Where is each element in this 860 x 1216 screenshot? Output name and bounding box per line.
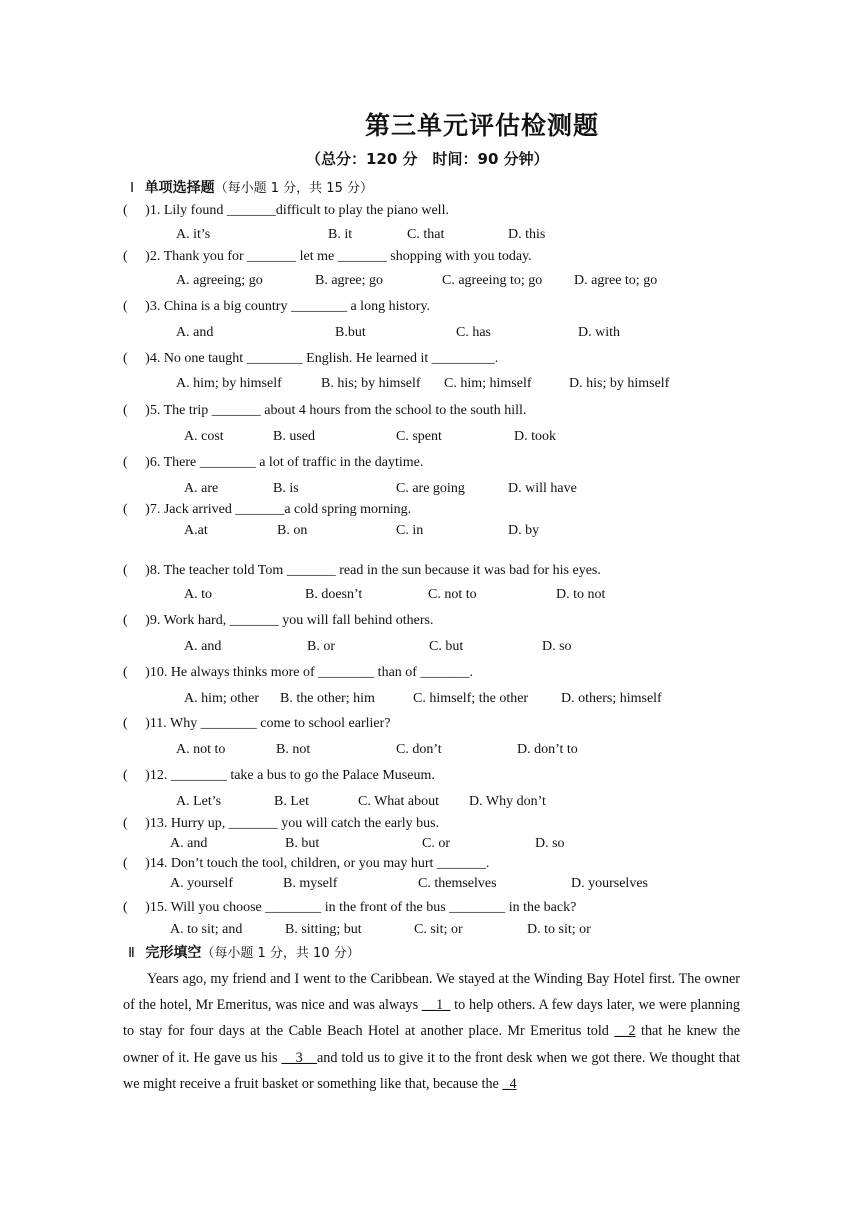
passage-text: that he knew the owner of it. He gave us his (123, 1023, 741, 1066)
question-option: B. is (273, 481, 299, 496)
question-option: D. this (508, 227, 546, 242)
question-option: B. Let (274, 794, 309, 809)
question-option: C. sit; or (414, 922, 463, 937)
question-stem: ( )1. Lily found _______difficult to play the piano well. (123, 203, 449, 218)
question-option: A. and (170, 836, 208, 851)
question-option: C. in (396, 523, 424, 538)
section-number: Ⅱ (128, 946, 135, 961)
section-note: （每小题 1 分，共 10 分） (201, 946, 360, 961)
question-option: A. are (184, 481, 219, 496)
question-option: B.but (335, 325, 366, 340)
blank-1: __1_ (421, 997, 451, 1014)
question-option: D. others; himself (561, 691, 662, 706)
question-option: D. agree to; go (574, 273, 658, 288)
question-option: D. yourselves (571, 876, 648, 891)
question-option: C. agreeing to; go (442, 273, 543, 288)
section-heading-2 (128, 946, 360, 961)
section-name: 单项选择题 (144, 180, 215, 196)
section-number: Ⅰ (130, 181, 135, 196)
question-option: A. and (176, 325, 214, 340)
question-option: A. and (184, 639, 222, 654)
section-name: 完形填空 (145, 945, 202, 961)
question-option: A. not to (176, 742, 226, 757)
question-option: C. or (422, 836, 450, 851)
blank-4: _4 (502, 1075, 517, 1092)
question-option: B. agree; go (315, 273, 384, 288)
question-option: B. the other; him (280, 691, 375, 706)
question-option: C. spent (396, 429, 442, 444)
question-option: D. so (535, 836, 565, 851)
question-option: A. to (184, 587, 212, 602)
question-option: B. used (273, 429, 315, 444)
question-stem: ( )11. Why ________ come to school earlier? (123, 716, 391, 731)
question-option: B. his; by himself (321, 376, 421, 391)
question-option: D. to not (556, 587, 606, 602)
question-option: C. him; himself (444, 376, 532, 391)
page-subtitle: （总分：120 分 时间：90 分钟） (306, 150, 549, 168)
question-option: A. yourself (170, 876, 233, 891)
question-stem: ( )3. China is a big country ________ a long history. (123, 299, 431, 314)
question-stem: ( )5. The trip _______ about 4 hours from the school to the south hill. (123, 403, 527, 418)
question-option: A. agreeing; go (176, 273, 263, 288)
question-option: A. him; by himself (176, 376, 282, 391)
question-option: C. has (456, 325, 491, 340)
question-option: B. but (285, 836, 320, 851)
question-option: C. not to (428, 587, 477, 602)
question-stem: ( )2. Thank you for _______ let me _______ shopping with you today. (123, 249, 532, 264)
question-option: B. myself (283, 876, 338, 891)
question-option: C. himself; the other (413, 691, 529, 706)
question-option: A. cost (184, 429, 224, 444)
question-stem: ( )10. He always thinks more of ________ than of _______. (123, 665, 473, 680)
question-option: C. but (429, 639, 464, 654)
passage-text: to help others. A few days later, we were planning to stay for four days at the Cable Beach Hotel at another place. Mr Emeritus told (123, 997, 740, 1040)
question-option: A. him; other (184, 691, 260, 706)
page-title: 第三单元评估检测题 (365, 111, 600, 140)
question-stem: ( )6. There ________ a lot of traffic in the daytime. (123, 455, 424, 470)
question-option: A. Let’s (176, 794, 222, 809)
question-option: D. don’t to (517, 742, 578, 757)
question-stem: ( )14. Don’t touch the tool, children, or you may hurt _______. (123, 856, 490, 871)
question-option: D. Why don’t (469, 794, 546, 809)
question-option: A.at (184, 523, 208, 538)
section-heading-1 (130, 181, 373, 196)
question-option: C. that (407, 227, 445, 242)
question-option: B. or (307, 639, 335, 654)
question-option: D. by (508, 523, 540, 538)
section-note: （每小题 1 分，共 15 分） (214, 181, 373, 196)
question-option: C. What about (358, 794, 440, 809)
question-stem: ( )7. Jack arrived _______a cold spring morning. (123, 502, 412, 517)
question-option: B. doesn’t (305, 587, 363, 602)
question-stem: ( )8. The teacher told Tom _______ read in the sun because it was bad for his eyes. (123, 563, 601, 578)
question-option: C. are going (396, 481, 465, 496)
question-option: D. took (514, 429, 556, 444)
question-option: A. to sit; and (170, 922, 243, 937)
cloze-passage (123, 966, 740, 1097)
question-option: C. themselves (418, 876, 497, 891)
blank-2: __2 (614, 1023, 636, 1040)
question-option: D. will have (508, 481, 577, 496)
passage-text: and told us to give it to the front desk when we got there. We thought that we might receive a fruit basket or something like that, because the (123, 1049, 740, 1092)
blank-3: __3__ (281, 1049, 317, 1066)
question-stem: ( )13. Hurry up, _______ you will catch the early bus. (123, 816, 440, 831)
question-option: D. his; by himself (569, 376, 670, 391)
question-option: B. sitting; but (285, 922, 362, 937)
question-option: C. don’t (396, 742, 442, 757)
passage-text: Years ago, my friend and I went to the Caribbean. We stayed at the Winding Bay Hotel first. The owner of the hotel, Mr Emeritus, was nice and was always (123, 971, 740, 1014)
question-option: D. so (542, 639, 572, 654)
question-option: B. on (277, 523, 308, 538)
question-option: D. to sit; or (527, 922, 591, 937)
question-option: B. it (328, 227, 353, 242)
question-stem: ( )4. No one taught ________ English. He learned it _________. (123, 351, 499, 366)
question-stem: ( )15. Will you choose ________ in the front of the bus ________ in the back? (123, 900, 577, 915)
question-option: A. it’s (176, 227, 211, 242)
question-stem: ( )12. ________ take a bus to go the Palace Museum. (123, 768, 435, 783)
question-option: D. with (578, 325, 620, 340)
question-stem: ( )9. Work hard, _______ you will fall behind others. (123, 613, 434, 628)
question-option: B. not (276, 742, 311, 757)
